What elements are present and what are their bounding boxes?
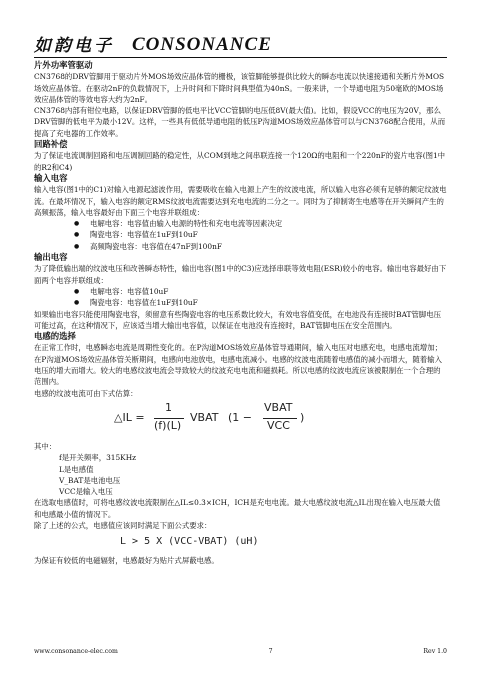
section-title-inductor: 电感的选择 — [34, 331, 76, 342]
definition-item: f是开关频率，315KHz — [59, 453, 137, 463]
output-capacitor-list — [34, 286, 447, 309]
company-logo-chinese: 如韵电子 — [34, 36, 114, 56]
formula-vbat: VBAT — [190, 410, 219, 424]
revision-label: Rev 1.0 — [423, 648, 447, 655]
formula-paren-open: (1 − — [228, 410, 253, 424]
paragraph: 为了降低输出端的纹波电压和改善瞬态特性，输出电容(图1中的C3)应选择串联等效电阻(ESR)较小的电容。输出电容最好由下面两个电容并联组成： — [34, 264, 447, 285]
footer-url: www.consonance-elec.com — [34, 648, 118, 655]
formula-denominator: (f)(L) — [154, 418, 182, 432]
ripple-current-formula — [114, 399, 447, 441]
header-divider — [34, 57, 447, 58]
paragraph: 在正常工作时，电感瞬态电流是周期性变化的。在P沟道MOS场效应晶体管导通期间，输入电压对电感充电，电感电流增加；在P沟道MOS场效应晶体管关断期间，电感向电池放电，电感电流减小。电感的纹波电流随着电感值的减小而增大，随着输入电压的增大而增大。较大的电感纹波电流会导致较大的纹波充电电流和磁损耗。所以电感的纹波电流应该被限制在一个合理的范围内。 — [34, 343, 442, 387]
list-item: ● 高频陶瓷电容：电容值在47nF到100nF — [90, 241, 447, 252]
inductance-formula: L > 5 X (VCC-VBAT) (uH) — [120, 536, 259, 548]
page-footer — [34, 648, 447, 655]
page-number: 7 — [268, 648, 273, 655]
list-item: ● 电解电容：电容值由输入电源的特性和充电电流等因素决定 — [90, 218, 447, 229]
section-title-input-capacitor: 输入电容 — [34, 172, 68, 183]
paragraph: CN3768内部有钳位电路，以保证DRV管脚的低电平比VCC管脚的电压低8V(最大值)。比如，假设VCC的电压为20V，那么DRV管脚的低电平为最小12V。这样，一些具有低低导通电阻的低压P沟道MOS场效应晶体管可以与CN3768配合使用，从而提高了充电器的工作效率。 — [34, 106, 446, 138]
section-title-mosfet-drive: 片外功率管驱动 — [34, 60, 93, 70]
section-title-loop-compensation: 回路补偿 — [34, 139, 68, 150]
paragraph: 除了上述的公式，电感值应该同时满足下面公式要求： — [34, 520, 212, 530]
list-item: ● 陶瓷电容：电容值在1uF到10uF — [90, 297, 447, 308]
formula-inner-numerator: VBAT — [264, 400, 293, 414]
input-capacitor-list — [34, 218, 447, 252]
definition-item: VCC是输入电压 — [59, 487, 113, 497]
paragraph: 如果输出电容只能使用陶瓷电容，须留意有些陶瓷电容的电压系数比较大，有效电容值变低，在电池没有连接时BAT管脚电压可能过高，在这种情况下，应该适当增大输出电容值，以保证在电池没有连接时，BAT管脚电压在安全范围内。 — [34, 309, 442, 330]
page-body — [34, 60, 447, 567]
definition-item: V_BAT是电池电压 — [59, 475, 121, 485]
formula-inner-denominator: VCC — [267, 418, 290, 432]
company-logo-english: CONSONANCE — [132, 34, 272, 55]
where-label: 其中： — [34, 441, 57, 451]
formula-numerator: 1 — [165, 400, 172, 414]
paragraph: 输入电容(图1中的C1)对输入电源起滤波作用，需要吸收在输入电源上产生的纹波电流，所以输入电容必须有足够的额定纹波电流。在最坏情况下，输入电容的额定RMS纹波电流需要达到充电电流的二分之一。同时为了抑制寄生电感等在开关瞬间产生的高频振荡，输入电容最好由下面三个电容并联组成： — [34, 185, 447, 217]
list-item: ● 陶瓷电容：电容值在1uF到10uF — [90, 229, 447, 240]
section-title-output-capacitor: 输出电容 — [34, 252, 68, 263]
formula-lhs: △IL = — [114, 410, 145, 424]
definition-item: L是电感值 — [59, 464, 94, 474]
paragraph: 为了保证电流调制回路和电压调制回路的稳定性，从COM到地之间串联连接一个120Ω的电阻和一个220nF的瓷片电容(图1中的R2和C4) — [34, 151, 446, 172]
page-header — [34, 30, 447, 56]
list-item: ● 电解电容：电容值10uF — [90, 286, 447, 297]
paragraph: 电感的纹波电流可由下式估算： — [34, 388, 138, 398]
paragraph: CN3768的DRV管脚用于驱动片外MOS场效应晶体管的栅极，该管脚能够提供比较大的瞬态电流以快速接通和关断片外MOS场效应晶体管。在驱动2nF的负载情况下，上升时间和下降时间典型值为40nS。一般来讲，一个导通电阻为50毫欧的MOS场效应晶体管的等效电容大约为2nF。 — [34, 72, 445, 104]
formula-paren-close: ) — [300, 410, 305, 424]
paragraph: 在选取电感值时，可将电感纹波电流限制在△IL≤0.3×ICH，ICH是充电电流。最大电感纹波电流△IL出现在输入电压最大值和电感最小值的情况下。 — [34, 498, 441, 519]
paragraph: 为保证有较低的电磁辐射，电感最好为贴片式屏蔽电感。 — [34, 556, 219, 566]
